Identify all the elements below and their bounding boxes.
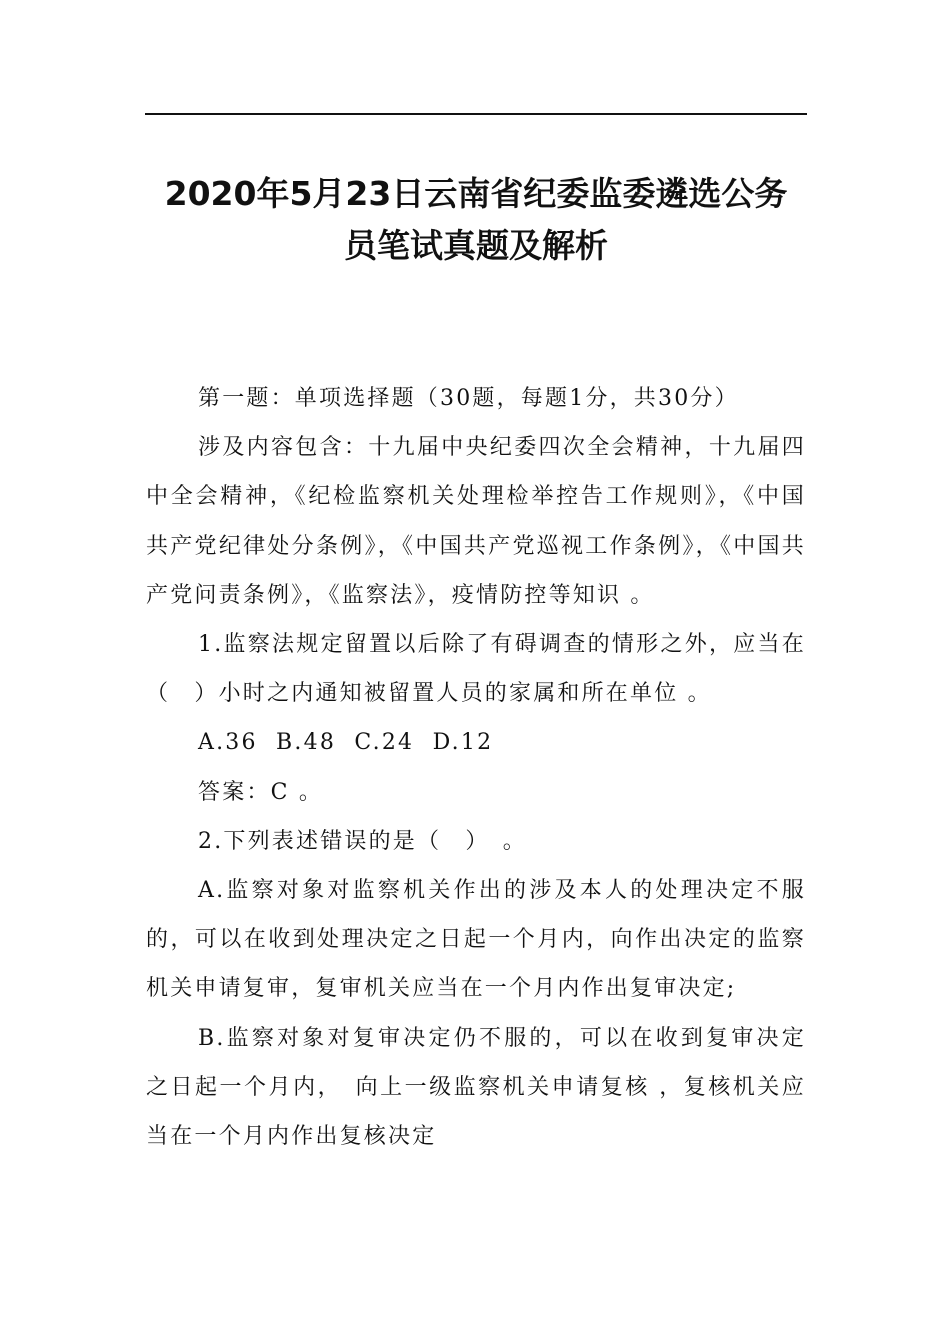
question-1-options: A.36 B.48 C.24 D.12 (198, 730, 494, 756)
content-scope-paragraph: 涉及内容包含：十九届中央纪委四次全会精神，十九届四中全会精神，《纪检监察机关处理检举控告工作规则》，《中国共产党纪律处分条例》，《中国共产党巡视工作条例》，《中国共产党问责条例》，《监察法》，疫情防控等知识 。 (146, 435, 806, 608)
question-2-option-b: B.监察对象对复审决定仍不服的，可以在收到复审决定之日起一个月内， 向上一级监察机关申请复核 ，复核机关应当在一个月内作出复核决定 (146, 1025, 806, 1150)
document-body (146, 374, 806, 1161)
question-2-option-a: A.监察对象对监察机关作出的涉及本人的处理决定不服的，可以在收到处理决定之日起一个月内，向作出决定的监察机关申请复审，复审机关应当在一个月内作出复审决定; (146, 878, 806, 1002)
question-1: 1.监察法规定留置以后除了有碍调查的情形之外，应当在（ ）小时之内通知被留置人员的家属和所在单位 。 (146, 632, 806, 707)
question-1-answer: 答案：C 。 (198, 779, 324, 805)
title-line-1: 2020年5月23日云南省纪委监委遴选公务 (164, 174, 788, 213)
document-title (140, 168, 812, 272)
section-heading: 第一题：单项选择题（30题，每题1分，共30分） (198, 386, 739, 411)
header-rule (145, 113, 807, 115)
title-line-2: 员笔试真题及解析 (344, 226, 608, 265)
question-2: 2.下列表述错误的是（ ） 。 (198, 828, 527, 854)
